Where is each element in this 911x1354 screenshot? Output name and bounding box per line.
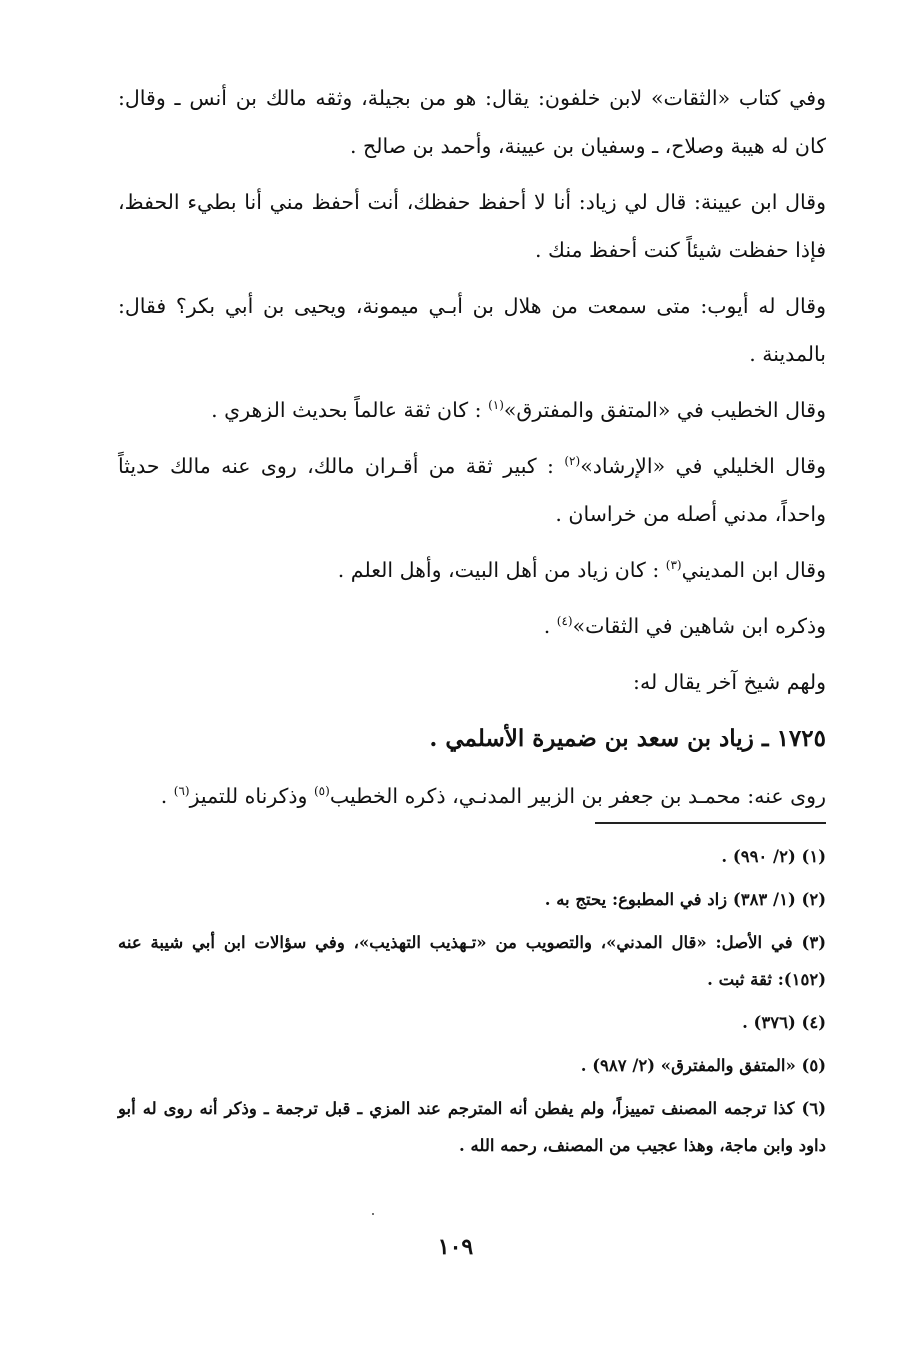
footnote-ref: (٢) — [564, 454, 581, 468]
paragraph-ibn-khalfun: وفي كتاب «الثقات» لابن خلفون: يقال: هو من بجيلة، وثقه مالك بن أنس ـ وقال: كان له هيبة وصلاح، ـ وسفيان بن عيينة، وأحمد بن صالح . — [118, 86, 826, 158]
footnote: (٢) (١/ ٣٨٣) زاد في المطبوع: يحتج به . — [544, 890, 826, 909]
paragraph-text: : كان ثقة عالماً بحديث الزهري . — [211, 398, 489, 422]
footnote-ref: (٤) — [556, 614, 573, 628]
paragraph-ibn-shahin — [118, 602, 826, 650]
footnotes — [118, 838, 826, 1170]
entry-heading: ١٧٢٥ ـ زياد بن سعد بن ضميرة الأسلمي . — [429, 725, 826, 752]
footnote-ref: (٥) — [313, 784, 330, 798]
paragraph-narrators — [118, 772, 826, 820]
paragraph-text: وقال ابن المديني — [681, 558, 826, 582]
footnote: (٣) في الأصل: «قال المدني»، والتصويب من «تـهذيب التهذيب»، وفي سؤالات ابن أبي شيبة عنه (١٥٢): ثقة ثبت . — [118, 933, 826, 989]
main-text — [118, 74, 826, 828]
paragraph-text: وذكرناه للتميز — [189, 784, 314, 808]
paragraph-text: وذكره ابن شاهين في الثقات» — [572, 614, 826, 638]
footnote: (٥) «المتفق والمفترق» (٢/ ٩٨٧) . — [580, 1056, 826, 1075]
paragraph-ibn-uyaynah: وقال ابن عيينة: قال لي زياد: أنا لا أحفظ حفظك، أنت أحفظ مني أنا بطيء الحفظ، فإذا حفظت شيئاً كنت أحفظ منك . — [118, 190, 826, 262]
footnote: (٦) كذا ترجمه المصنف تمييزاً، ولم يفطن أنه المترجم عند المزي ـ قبل ترجمة ـ وذكر أنه روى له أبو داود وابن ماجة، وهذا عجيب من المصنف، رحمه الله . — [118, 1099, 826, 1155]
paragraph-text: . — [160, 784, 174, 808]
paragraph-khalili — [118, 442, 826, 538]
page-number: ١٠٩ — [437, 1234, 474, 1260]
footnote-ref: (٣) — [665, 558, 682, 572]
paragraph-text: روى عنه: محمـد بن جعفر بن الزبير المدنـي، ذكره الخطيب — [329, 784, 826, 808]
paragraph-text: وقال الخطيب في «المتفق والمفترق» — [503, 398, 826, 422]
paragraph-ibn-madini — [118, 546, 826, 594]
paragraph-text: وقال الخليلي في «الإرشاد» — [580, 454, 827, 478]
footnote: (١) (٢/ ٩٩٠) . — [721, 847, 826, 866]
footnote-ref: (١) — [488, 398, 504, 412]
footnote-ref: (٦) — [173, 784, 190, 798]
paragraph-text: . — [543, 614, 557, 638]
footnote-divider — [595, 822, 826, 824]
paragraph-khatib — [118, 386, 826, 434]
scan-speck — [372, 1213, 374, 1215]
paragraph-another-shaykh: ولهم شيخ آخر يقال له: — [633, 670, 826, 694]
paragraph-text: : كبير ثقة من أقـران مالك، روى عنه مالك حديثاً واحداً، مدني أصله من خراسان . — [118, 454, 826, 526]
paragraph-text: : كان زياد من أهل البيت، وأهل العلم . — [337, 558, 666, 582]
footnote: (٤) (٣٧٦) . — [742, 1013, 826, 1032]
paragraph-ayyub: وقال له أيوب: متى سمعت من هلال بن أبـي ميمونة، ويحيى بن أبي بكر؟ فقال: بالمدينة . — [118, 294, 826, 366]
